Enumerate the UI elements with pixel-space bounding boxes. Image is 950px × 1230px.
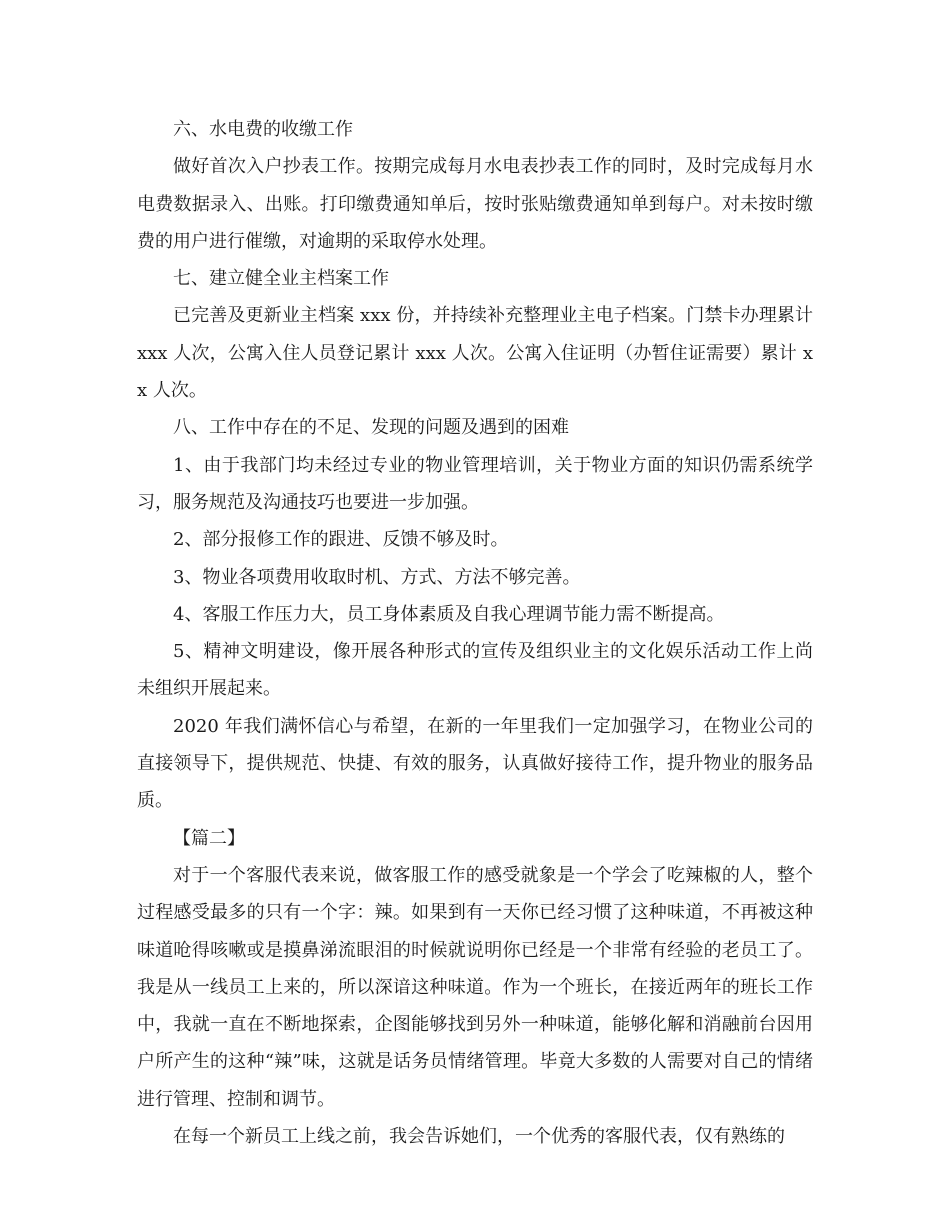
part-2-paragraph-1: 对于一个客服代表来说，做客服工作的感受就象是一个学会了吃辣椒的人，整个过程感受最多的只有一个字：辣。如果到有一天你已经习惯了这种味道，不再被这种味道呛得咳嗽或是摸鼻涕流眼泪的时候就说明你已经是一个非常有经验的老员工了。我是从一线员工上来的，所以深谙这种味道。作为一个班长，在接近两年的班长工作中，我就一直在不断地探索，企图能够找到另外一种味道，能够化解和消融前台因用户所产生的这种“辣”味，这就是话务员情绪管理。毕竟大多数的人需要对自己的情绪进行管理、控制和调节。: [137, 864, 813, 1110]
section-8-item: 1、由于我部门均未经过专业的物业管理培训，关于物业方面的知识仍需系统学习，服务规范及沟通技巧也要进一步加强。: [137, 454, 813, 513]
section-8-item: 4、客服工作压力大，员工身体素质及自我心理调节能力需不断提高。: [173, 603, 725, 625]
section-6-heading: 六、水电费的收缴工作: [173, 119, 353, 140]
section-8-item: 5、精神文明建设，像开展各种形式的宣传及组织业主的文化娱乐活动工作上尚未组织开展起来。: [137, 641, 813, 700]
section-7-body: 已完善及更新业主档案 xxx 份，并持续补充整理业主电子档案。门禁卡办理累计 xxx 人次，公寓入住人员登记累计 xxx 人次。公寓入住证明（办暂住证需要）累计 xx 人次。: [137, 305, 813, 402]
part-2-paragraph-2: 在每一个新员工上线之前，我会告诉她们，一个优秀的客服代表，仅有熟练的: [173, 1126, 785, 1148]
document-body: [137, 111, 813, 1155]
section-8-heading: 八、工作中存在的不足、发现的问题及遇到的困难: [173, 417, 569, 439]
section-7-heading: 七、建立健全业主档案工作: [173, 268, 389, 290]
section-6-body: 做好首次入户抄表工作。按期完成每月水电表抄表工作的同时，及时完成每月水电费数据录入、出账。打印缴费通知单后，按时张贴缴费通知单到每户。对未按时缴费的用户进行催缴，对逾期的采取停水处理。: [137, 156, 813, 252]
section-8-item: 3、物业各项费用收取时机、方式、方法不够完善。: [173, 566, 581, 588]
part-2-heading: 【篇二】: [173, 827, 245, 849]
closing-paragraph: 2020 年我们满怀信心与希望，在新的一年里我们一定加强学习，在物业公司的直接领导下，提供规范、快捷、有效的服务，认真做好接待工作，提升物业的服务品质。: [137, 715, 813, 812]
section-8-item: 2、部分报修工作的跟进、反馈不够及时。: [173, 529, 509, 551]
